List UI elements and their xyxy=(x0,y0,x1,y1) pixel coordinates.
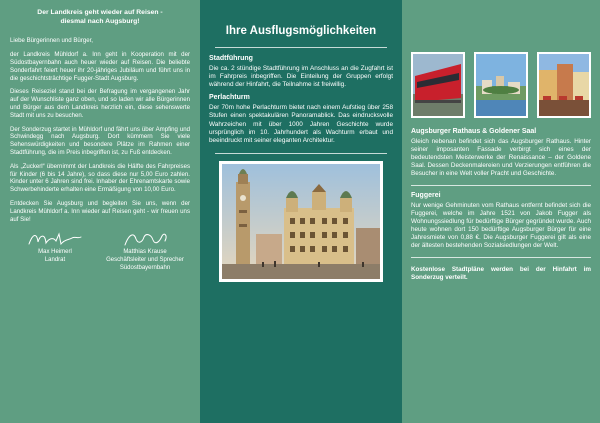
town-hall-photo-icon xyxy=(222,164,380,279)
river-town-photo xyxy=(474,52,528,118)
river-town-photo-icon xyxy=(476,54,526,116)
town-hall-photo xyxy=(219,161,383,282)
closing-note: Kostenlose Stadtpläne werden bei der Hinfahrt im Sonderzug verteilt. xyxy=(411,266,591,282)
route-paragraph: Der Sonderzug startet in Mühldorf und fährt uns über Ampfing und Schwindegg nach Augsburg. Dort kümmern Sie viele Sehenswürdigkeiten und besondere Plätze im Rahmen einer Stadtführung, die im Preis inbegriffen ist, zu Fuß entdecken. xyxy=(10,125,190,156)
section-heading: Stadtführung xyxy=(209,54,253,62)
middle-panel xyxy=(200,0,402,423)
intro-paragraph: der Landkreis Mühldorf a. Inn geht in Kooperation mit der Südostbayernbahn auch heuer wieder auf Reisen. Die beliebte Sonderfahrt feiert heuer ihr 20-jähriges Jubiläum und führt uns in die geschichtsträchtige Fugger-Stadt Augsburg. xyxy=(10,51,190,82)
salutation: Liebe Bürgerinnen und Bürger, xyxy=(10,37,94,45)
train-photo-icon xyxy=(413,54,463,116)
section-perlachturm xyxy=(209,94,393,145)
headline-line-1: Der Landkreis geht wieder auf Reisen - xyxy=(37,9,163,16)
section-divider xyxy=(411,185,591,186)
section-text: Der 70m hohe Perlachturm bietet nach einem Aufstieg über 258 Stufen einen spektakulären Panoramablick. Das eindrucksvolle Wahrzeichen mit über 1000 Jahren Geschichte wurde ursprünglich im 10. Jahrhundert als Wachturm erbaut und beeindruckt mit seiner eleganten Architektur. xyxy=(209,104,393,144)
section-rathaus xyxy=(411,128,591,178)
section-stadtfuehrung xyxy=(209,55,393,90)
greeting-headline xyxy=(10,9,190,26)
closing-divider xyxy=(411,257,591,258)
section-text: Nur wenige Gehminuten vom Rathaus entfernt befindet sich die Fuggerei, welche im Jahre 1521 von Jakob Fugger als Wohnungssiedlung für bedürftige Bürger gegründet wurde. Auch heute wohnen dort 150 bedürftige Augsburger Bürger für eine Jahresmiete von 0,88 €. Die Augsburger Fuggerei gilt als eine der ältesten bestehenden Sozialsiedlungen der Welt. xyxy=(411,202,591,250)
section-heading: Perlachturm xyxy=(209,94,250,102)
market-square-photo-icon xyxy=(539,54,589,116)
photo-strip xyxy=(411,52,591,118)
signatory-role: Geschäftsleiter und Sprecher xyxy=(106,256,184,263)
signature-krause-icon xyxy=(115,229,175,249)
signature-heimerl-icon xyxy=(25,229,85,249)
title-divider xyxy=(215,47,387,48)
section-heading: Augsburger Rathaus & Goldener Saal xyxy=(411,128,537,135)
right-panel xyxy=(402,0,600,423)
section-text: Die ca. 2 stündige Stadtführung im Anschluss an die Zugfahrt ist im Fahrpreis inbegriffen. Die Einteilung der Gruppen erfolgt während der Hinfahrt, die Teilnahme ist freiwillig. xyxy=(209,64,393,89)
signature-area xyxy=(10,229,190,272)
signatory-name: Matthias Krause xyxy=(123,249,167,256)
signature-block-heimerl xyxy=(11,229,99,272)
section-heading: Fuggerei xyxy=(411,192,441,200)
market-square-photo xyxy=(537,52,591,118)
section-text: Gleich nebenan befindet sich das Augsburger Rathaus. Hinter seiner imposanten Fassade verbirgt sich eines der bedeutendsten Meisterwerke der Renaissance – der Goldene Saal. Dessen Deckenmalereien und Verzierungen entführen die Besucher in eine Welt voller Pracht und Geschichte. xyxy=(411,137,591,178)
signature-block-krause xyxy=(101,229,189,272)
survey-paragraph: Dieses Reiseziel stand bei der Befragung im vergangenen Jahr auf der Wunschliste ganz oben, und so laden wir alle Bürgerinnen und Bürger aus dem Landkreis herzlich ein, diese sehenswerte Stadt mit uns zu besuchen. xyxy=(10,88,190,119)
signatory-name: Max Heimerl xyxy=(38,249,72,256)
headline-line-2: diesmal nach Augsburg! xyxy=(60,17,140,25)
section-fuggerei xyxy=(411,192,591,250)
panel-title: Ihre Ausflugsmöglichkeiten xyxy=(225,25,377,37)
invitation-paragraph: Entdecken Sie Augsburg und begleiten Sie uns, wenn der Landkreis Mühldorf a. Inn wieder auf Reisen geht - wir freuen uns auf Sie! xyxy=(10,199,190,223)
pricing-paragraph: Als „Zuckerl“ übernimmt der Landkreis die Hälfte des Fahrpreises für Kinder (6 bis 14 Jahre), so dass diese nur 5,00 Euro zahlen. Kinder unter 6 Jahren sind frei. Inhaber der Ehrenamtskarte sowie Schwerbehinderte erhalten eine Ermäßigung von 10,00 Euro. xyxy=(10,162,190,194)
train-photo xyxy=(411,52,465,118)
signatory-role: Landrat xyxy=(44,256,66,263)
signatory-role-company: Südostbayernbahn xyxy=(119,264,171,271)
photo-divider xyxy=(215,153,387,154)
left-panel xyxy=(0,0,200,423)
